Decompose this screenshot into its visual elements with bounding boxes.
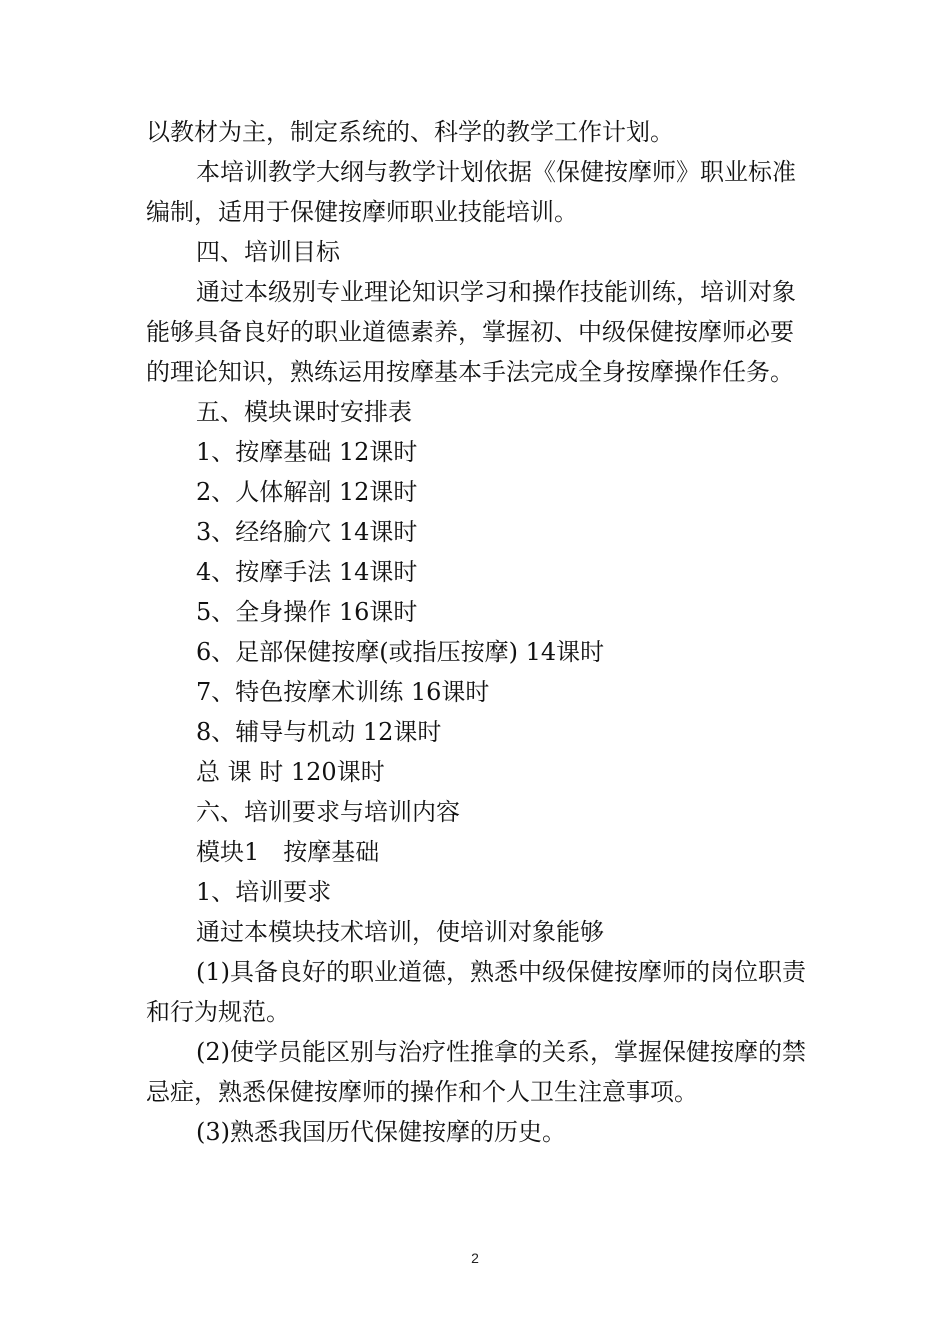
paragraph: (3)熟悉我国历代保健按摩的历史。 [196, 1118, 566, 1146]
paragraph: 7、特色按摩术训练 16课时 [196, 678, 490, 706]
paragraph: 4、按摩手法 14课时 [196, 558, 418, 586]
paragraph: 5、全身操作 16课时 [196, 598, 418, 626]
paragraph: 1、按摩基础 12课时 [196, 438, 418, 466]
paragraph: 四、培训目标 [196, 238, 340, 266]
paragraph: (1)具备良好的职业道德，熟悉中级保健按摩师的岗位职责和行为规范。 [146, 958, 806, 1026]
paragraph: 6、足部保健按摩(或指压按摩) 14课时 [196, 638, 605, 666]
paragraph: 通过本模块技术培训，使培训对象能够 [196, 918, 604, 946]
paragraph: 2、人体解剖 12课时 [196, 478, 418, 506]
paragraph: 总 课 时 120课时 [196, 758, 385, 786]
paragraph: (2)使学员能区别与治疗性推拿的关系，掌握保健按摩的禁忌症，熟悉保健按摩师的操作和个人卫生注意事项。 [146, 1038, 806, 1106]
paragraph: 通过本级别专业理论知识学习和操作技能训练，培训对象能够具备良好的职业道德素养，掌握初、中级保健按摩师必要的理论知识，熟练运用按摩基本手法完成全身按摩操作任务。 [146, 278, 796, 386]
paragraph: 模块1 按摩基础 [196, 838, 380, 866]
paragraph: 五、模块课时安排表 [196, 398, 412, 426]
paragraph: 六、培训要求与培训内容 [196, 798, 460, 826]
paragraph: 1、培训要求 [196, 878, 332, 906]
paragraph: 本培训教学大纲与教学计划依据《保健按摩师》职业标准编制，适用于保健按摩师职业技能培训。 [146, 158, 796, 226]
document-body [146, 112, 816, 1152]
paragraph: 3、经络腧穴 14课时 [196, 518, 418, 546]
page-number: 2 [471, 1250, 479, 1266]
paragraph: 以教材为主，制定系统的、科学的教学工作计划。 [146, 118, 674, 146]
paragraph: 8、辅导与机动 12课时 [196, 718, 442, 746]
